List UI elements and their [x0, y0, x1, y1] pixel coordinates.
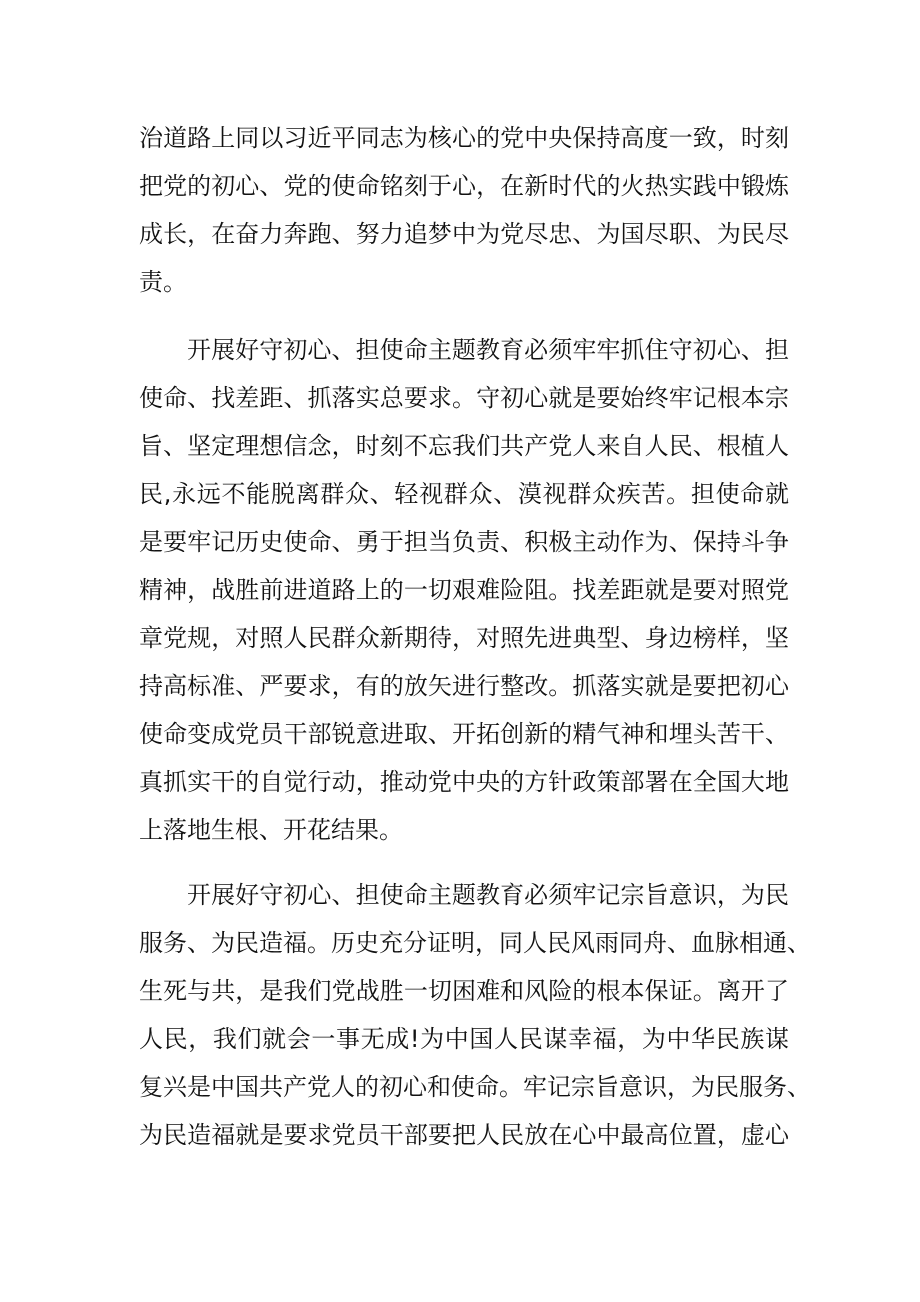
- paragraph-line: 使命变成党员干部锐意进取、开拓创新的精气神和埋头苦干、: [139, 720, 789, 748]
- paragraph-line: 生死与共，是我们党战胜一切困难和风险的根本保证。离开了: [139, 977, 789, 1005]
- paragraph-line: 真抓实干的自觉行动，推动党中央的方针政策部署在全国大地: [139, 768, 789, 796]
- paragraph-line: 开展好守初心、担使命主题教育必须牢记宗旨意识，为民: [187, 881, 789, 909]
- paragraph-line: 使命、找差距、抓落实总要求。守初心就是要始终牢记根本宗: [139, 384, 789, 412]
- paragraph-line: 治道路上同以习近平同志为核心的党中央保持高度一致，时刻: [139, 124, 789, 152]
- paragraph-line: 持高标准、严要求，有的放矢进行整改。抓落实就是要把初心: [139, 672, 789, 700]
- paragraph-line: 旨、坚定理想信念，时刻不忘我们共产党人来自人民、根植人: [139, 432, 789, 460]
- paragraph-line: 复兴是中国共产党人的初心和使命。牢记宗旨意识，为民服务、: [139, 1073, 811, 1101]
- paragraph-2: [139, 326, 789, 854]
- paragraph-line: 服务、为民造福。历史充分证明，同人民风雨同舟、血脉相通、: [139, 929, 811, 957]
- paragraph-line: 开展好守初心、担使命主题教育必须牢牢抓住守初心、担: [187, 336, 789, 364]
- paragraph-3: [139, 871, 811, 1159]
- paragraph-line: 是要牢记历史使命、勇于担当负责、积极主动作为、保持斗争: [139, 528, 789, 556]
- paragraph-line: 民,永远不能脱离群众、轻视群众、漠视群众疾苦。担使命就: [139, 480, 789, 508]
- paragraph-1: [139, 114, 789, 306]
- paragraph-line: 精神，战胜前进道路上的一切艰难险阻。找差距就是要对照党: [139, 576, 789, 604]
- paragraph-line: 章党规，对照人民群众新期待，对照先进典型、身边榜样，坚: [139, 624, 789, 652]
- paragraph-line: 为民造福就是要求党员干部要把人民放在心中最高位置，虚心: [139, 1121, 789, 1149]
- paragraph-line: 成长，在奋力奔跑、努力追梦中为党尽忠、为国尽职、为民尽: [139, 220, 789, 248]
- paragraph-line: 人民，我们就会一事无成!为中国人民谋幸福，为中华民族谋: [139, 1025, 789, 1053]
- paragraph-line: 责。: [139, 268, 187, 296]
- paragraph-line: 把党的初心、党的使命铭刻于心，在新时代的火热实践中锻炼: [139, 172, 789, 200]
- paragraph-line: 上落地生根、开花结果。: [139, 816, 403, 844]
